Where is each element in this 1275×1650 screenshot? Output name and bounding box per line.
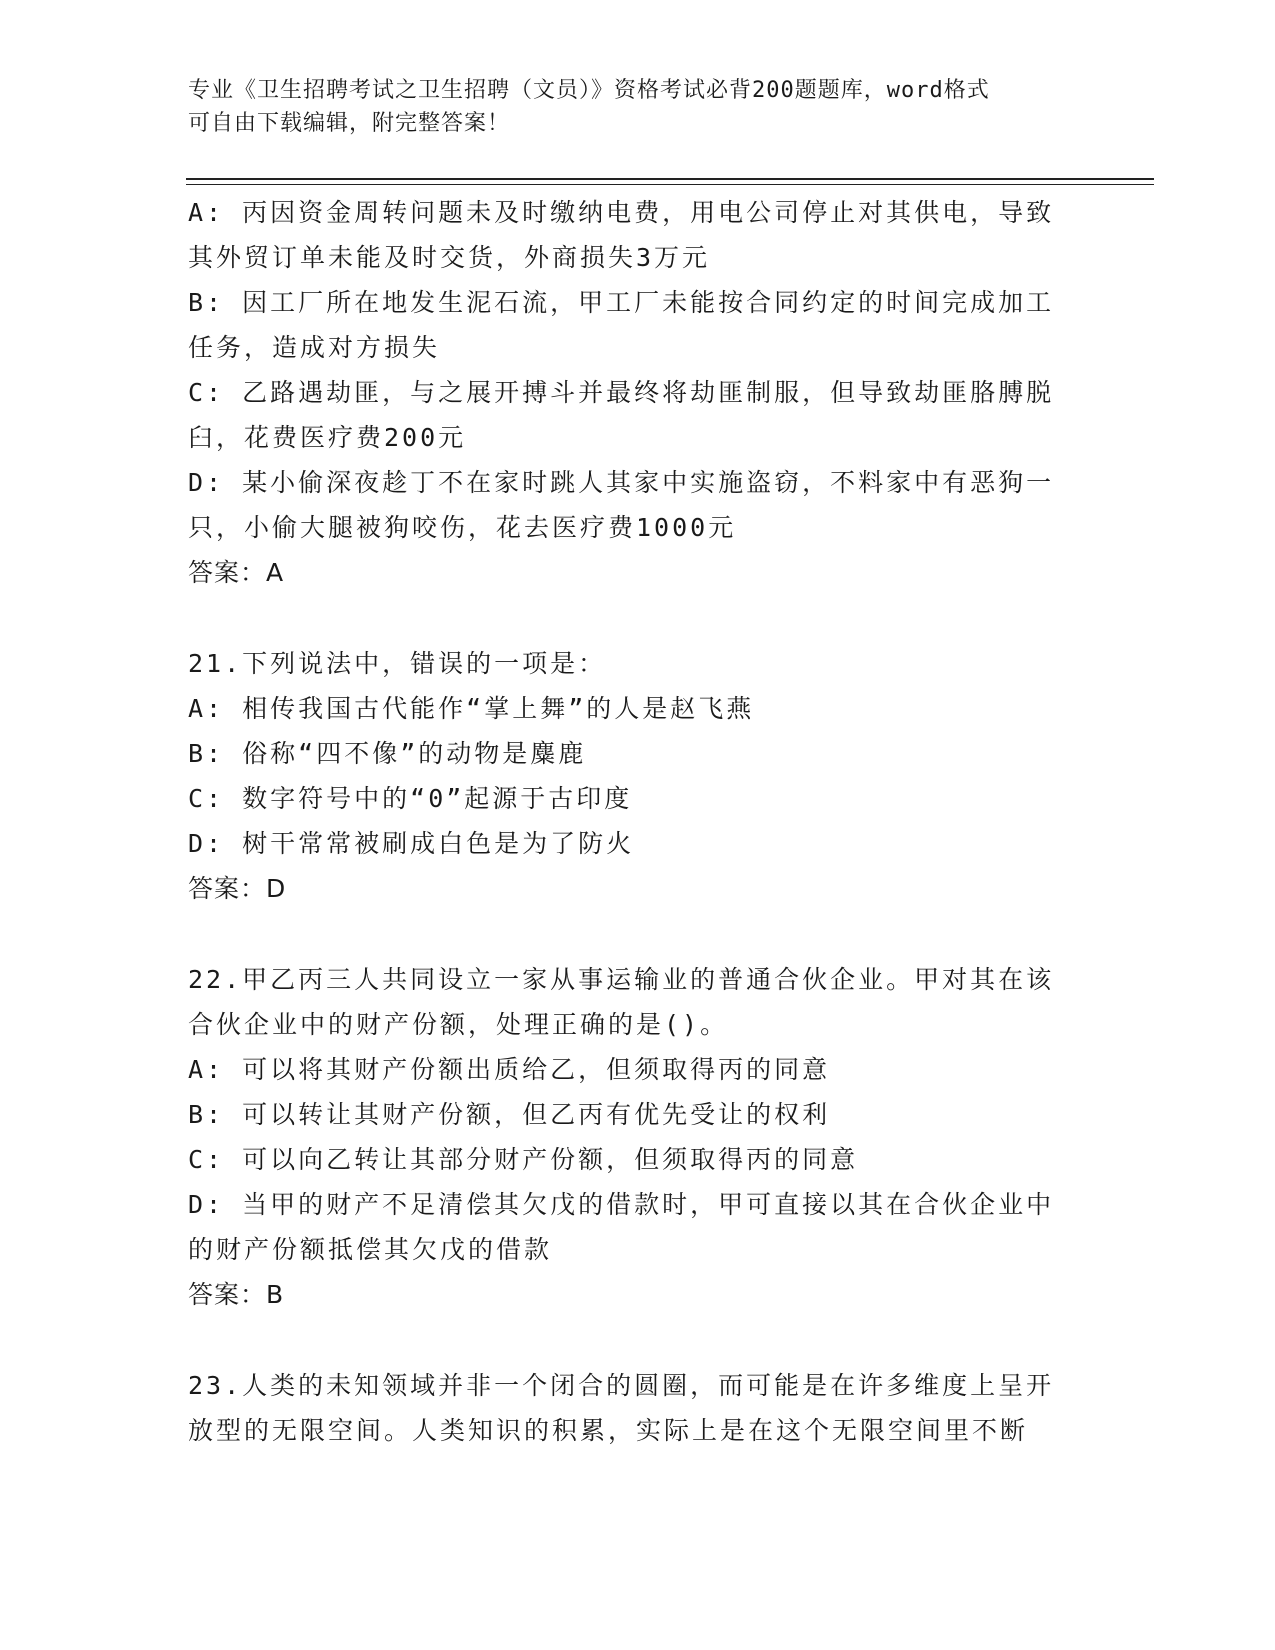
- header-line: 可自由下载编辑，附完整答案！: [188, 111, 511, 136]
- option-b-cont: 任务，造成对方损失: [188, 333, 441, 362]
- option-c: C: 乙路遇劫匪，与之展开搏斗并最终将劫匪制服，但导致劫匪胳膊脱: [188, 378, 1055, 407]
- option-d: D: 某小偷深夜趁丁不在家时跳人其家中实施盗窃，不料家中有恶狗一: [188, 468, 1055, 497]
- question-stem: 21.下列说法中，错误的一项是：: [188, 649, 607, 678]
- option-b: B: 因工厂所在地发生泥石流，甲工厂未能按合同约定的时间完成加工: [188, 288, 1055, 317]
- option-c: C: 可以向乙转让其部分财产份额，但须取得丙的同意: [188, 1145, 859, 1174]
- option-a: A: 可以将其财产份额出质给乙，但须取得丙的同意: [188, 1055, 831, 1084]
- question-stem-cont: 合伙企业中的财产份额，处理正确的是()。: [188, 1010, 729, 1039]
- option-d: D: 当甲的财产不足清偿其欠戊的借款时，甲可直接以其在合伙企业中: [188, 1190, 1055, 1219]
- answer-line: 答案：A: [188, 558, 285, 587]
- option-d: D: 树干常常被刷成白色是为了防火: [188, 829, 635, 858]
- option-a-cont: 其外贸订单未能及时交货，外商损失3万元: [188, 243, 711, 272]
- block-spacer: [188, 595, 1088, 641]
- header-divider-thin: [186, 184, 1154, 185]
- option-d-cont: 只，小偷大腿被狗咬伤，花去医疗费1000元: [188, 513, 737, 542]
- question-stem: 23.人类的未知领域并非一个闭合的圆圈，而可能是在许多维度上呈开: [188, 1371, 1055, 1400]
- header-divider: [186, 178, 1154, 180]
- block-spacer: [188, 1317, 1088, 1363]
- question-block-22: [188, 957, 1088, 1317]
- question-block-20: [188, 190, 1088, 595]
- option-d-cont: 的财产份额抵偿其欠戊的借款: [188, 1235, 553, 1264]
- option-a: A: 丙因资金周转问题未及时缴纳电费，用电公司停止对其供电，导致: [188, 198, 1055, 227]
- option-c-cont: 臼，花费医疗费200元: [188, 423, 467, 452]
- document-header: [188, 74, 1088, 140]
- question-block-21: [188, 641, 1088, 911]
- option-a: A: 相传我国古代能作“掌上舞”的人是赵飞燕: [188, 694, 755, 723]
- question-stem-cont: 放型的无限空间。人类知识的积累，实际上是在这个无限空间里不断: [188, 1416, 1029, 1445]
- header-line: 专业《卫生招聘考试之卫生招聘（文员）》资格考试必背200题题库，word格式: [188, 78, 990, 103]
- option-b: B: 俗称“四不像”的动物是麋鹿: [188, 739, 587, 768]
- block-spacer: [188, 911, 1088, 957]
- answer-line: 答案：B: [188, 1280, 285, 1309]
- option-b: B: 可以转让其财产份额，但乙丙有优先受让的权利: [188, 1100, 831, 1129]
- question-block-23: [188, 1363, 1088, 1453]
- question-stem: 22.甲乙丙三人共同设立一家从事运输业的普通合伙企业。甲对其在该: [188, 965, 1055, 994]
- question-content: [188, 190, 1088, 1453]
- option-c: C: 数字符号中的“0”起源于古印度: [188, 784, 633, 813]
- answer-line: 答案：D: [188, 874, 287, 903]
